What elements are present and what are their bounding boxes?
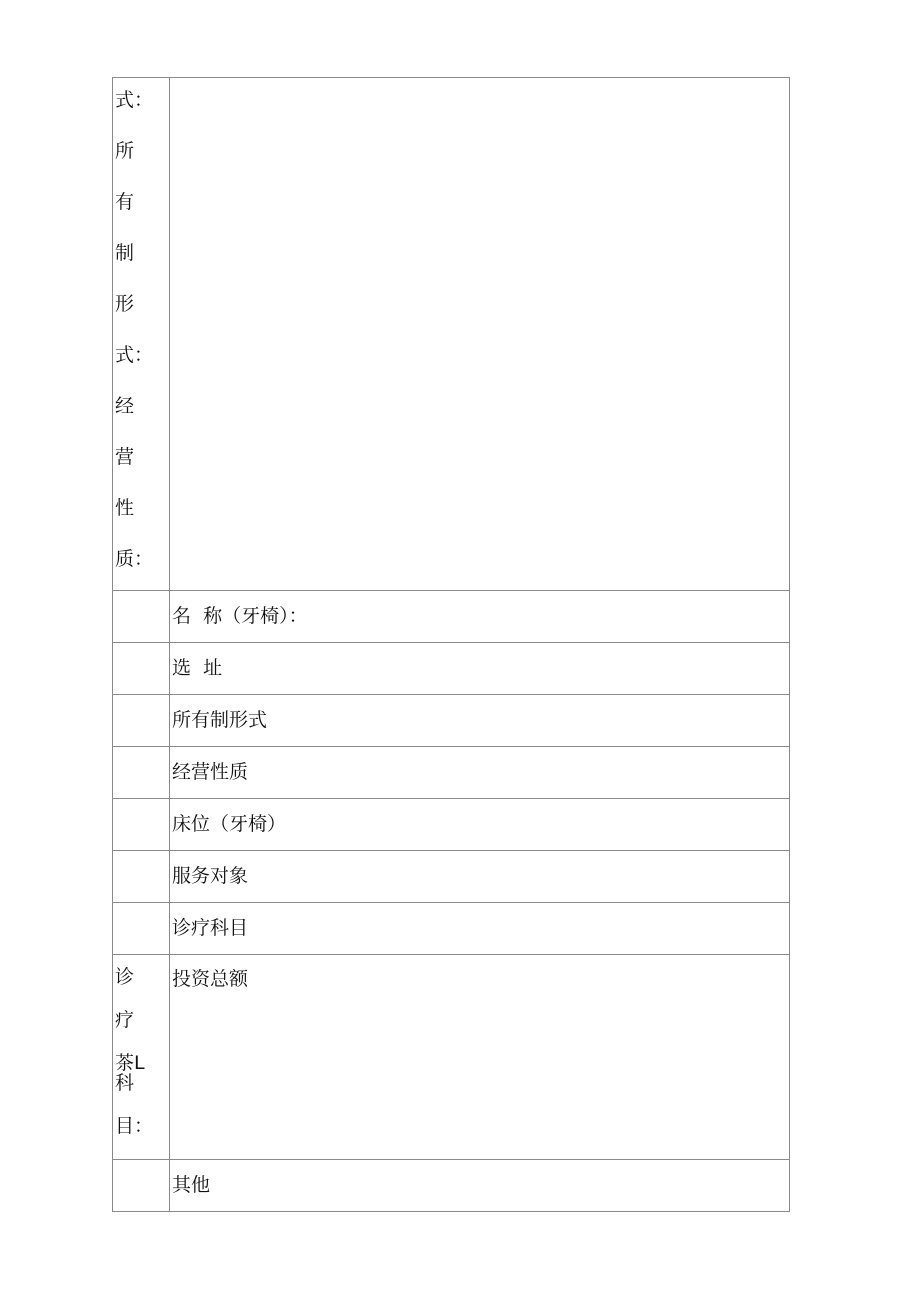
vertical-char: 所 xyxy=(115,140,135,162)
table-row xyxy=(113,903,790,955)
site-field-cell[interactable] xyxy=(170,643,790,695)
table-row xyxy=(113,851,790,903)
table-row xyxy=(113,747,790,799)
vertical-char: 质： xyxy=(115,548,154,570)
vertical-char: 有 xyxy=(115,191,135,213)
site-label: 选 址 xyxy=(172,657,223,679)
vertical-char: 经 xyxy=(115,395,135,417)
registration-form-table xyxy=(112,77,790,1212)
business-nature-field-cell[interactable] xyxy=(170,747,790,799)
top-row xyxy=(113,78,790,591)
vertical-label-cell xyxy=(113,78,170,591)
vertical-char: 目： xyxy=(115,1115,154,1137)
vertical-char: 性 xyxy=(115,497,135,519)
other-field-cell[interactable] xyxy=(170,1160,790,1212)
ownership-field-cell[interactable] xyxy=(170,695,790,747)
empty-cell xyxy=(113,799,170,851)
service-target-field-cell[interactable] xyxy=(170,851,790,903)
table-row xyxy=(113,591,790,643)
vertical-label xyxy=(113,78,169,569)
vertical-char: 式： xyxy=(115,344,154,366)
empty-cell xyxy=(113,747,170,799)
top-content-cell xyxy=(170,78,790,591)
investment-row xyxy=(113,955,790,1160)
vertical-label xyxy=(113,955,169,1136)
ownership-label: 所有制形式 xyxy=(172,709,268,731)
vertical-char: 疗 xyxy=(115,1009,135,1031)
investment-label: 投资总额 xyxy=(172,968,249,990)
vertical-char: 科 xyxy=(115,1072,135,1094)
vertical-char: 式： xyxy=(115,89,154,111)
empty-cell xyxy=(113,695,170,747)
table-row xyxy=(113,643,790,695)
vertical-char: 制 xyxy=(115,242,135,264)
beds-field-cell[interactable] xyxy=(170,799,790,851)
empty-cell xyxy=(113,643,170,695)
other-label: 其他 xyxy=(172,1174,211,1196)
empty-cell xyxy=(113,1160,170,1212)
service-target-label: 服务对象 xyxy=(172,865,249,887)
vertical-char: 茶L xyxy=(115,1052,145,1074)
vertical-char: 形 xyxy=(115,293,135,315)
table-row xyxy=(113,799,790,851)
vertical-char: 诊 xyxy=(115,966,135,988)
investment-field-cell[interactable] xyxy=(170,955,790,1160)
table-row xyxy=(113,1160,790,1212)
name-field-cell[interactable] xyxy=(170,591,790,643)
vertical-char: 营 xyxy=(115,446,135,468)
empty-cell xyxy=(113,851,170,903)
table-row xyxy=(113,695,790,747)
empty-cell xyxy=(113,903,170,955)
departments-field-cell[interactable] xyxy=(170,903,790,955)
empty-cell xyxy=(113,591,170,643)
vertical-label-cell xyxy=(113,955,170,1160)
business-nature-label: 经营性质 xyxy=(172,761,249,783)
beds-label: 床位（牙椅） xyxy=(172,813,287,835)
departments-label: 诊疗科目 xyxy=(172,917,249,939)
name-label: 名 称（牙椅）： xyxy=(172,605,308,627)
